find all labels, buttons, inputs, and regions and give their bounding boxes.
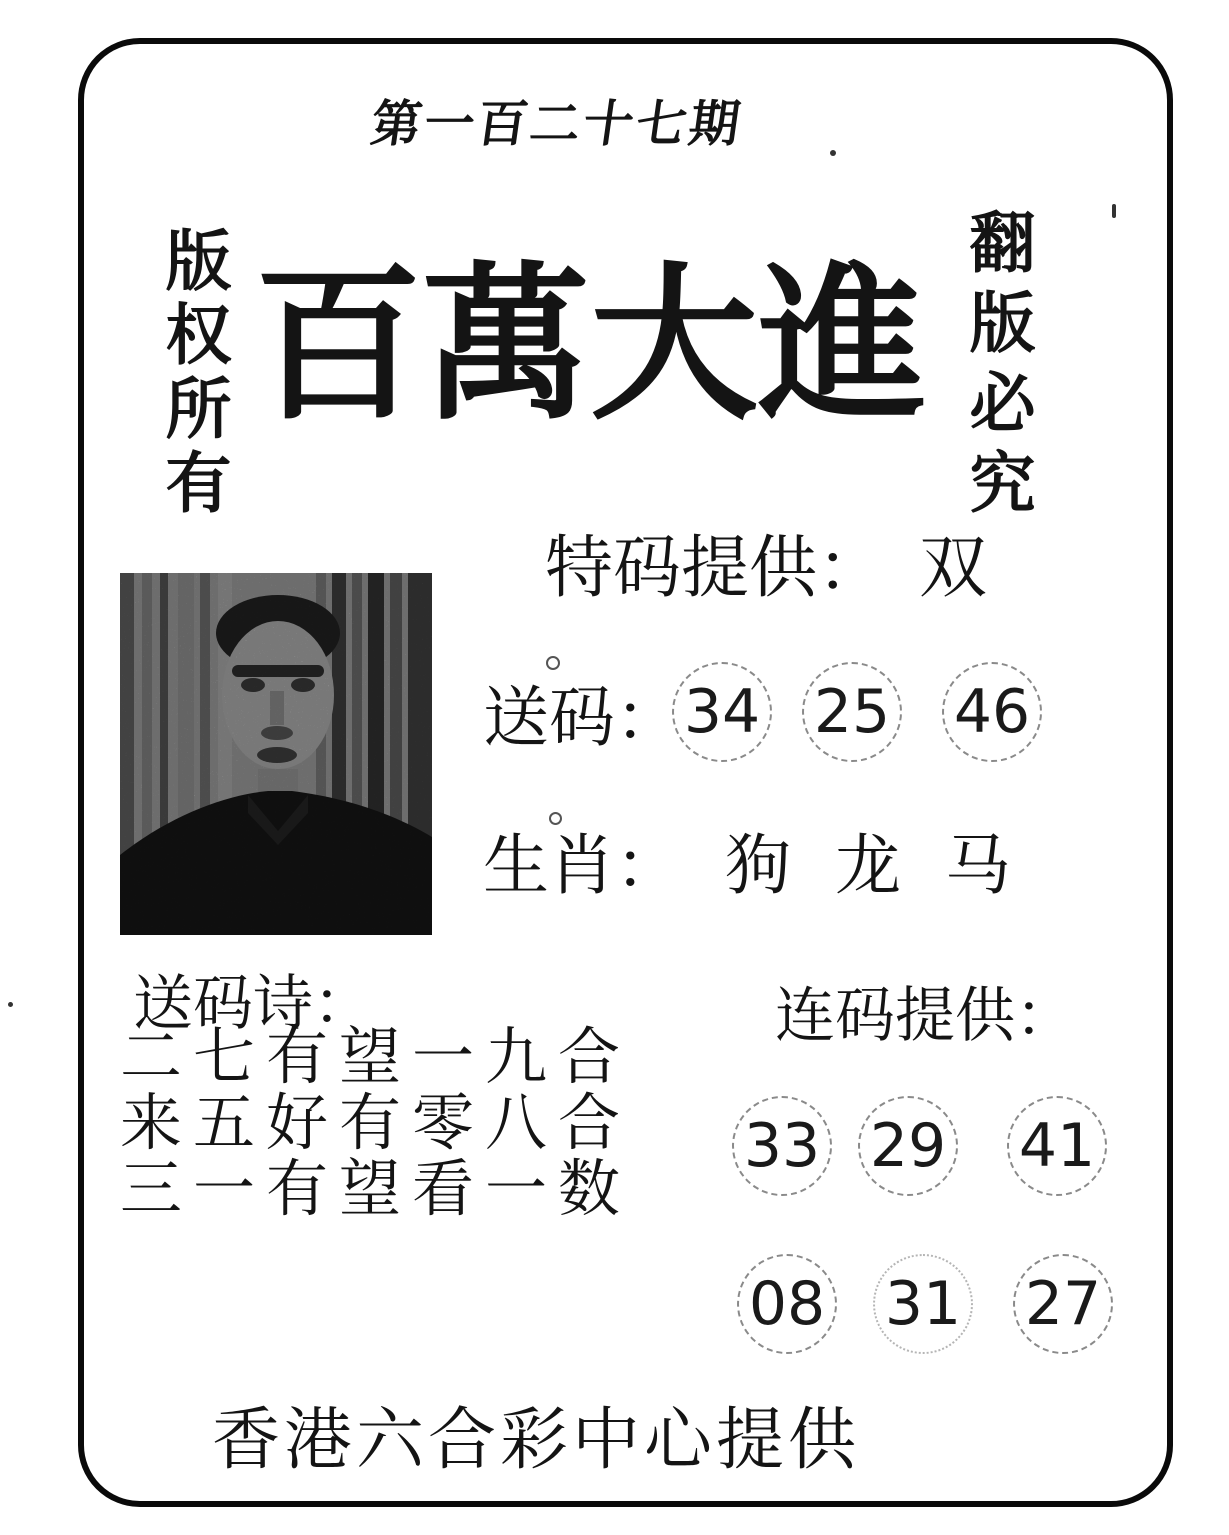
zodiac-line [483, 812, 1011, 907]
linked-code-number: 33 [732, 1096, 832, 1196]
special-code-value: 双 [919, 529, 988, 608]
linked-code-number: 08 [737, 1254, 837, 1354]
linked-code-number: 29 [858, 1096, 958, 1196]
zodiac-value: 狗 [725, 827, 791, 904]
poem-block [120, 1020, 632, 1225]
copyright-vertical-text: 版权所有 [154, 226, 232, 522]
poem-line: 二七有望一九合 [120, 1020, 632, 1093]
linked-code-number: 31 [873, 1254, 973, 1354]
special-code-label: 特码提供： [545, 529, 886, 608]
special-code-line [545, 514, 987, 611]
send-code-label: 送码： [483, 679, 681, 756]
poem-line: 来五好有零八合 [120, 1086, 632, 1159]
zodiac-value: 龙 [835, 827, 901, 904]
main-title: 百萬大進 [254, 245, 926, 443]
linked-code-number: 27 [1013, 1254, 1113, 1354]
send-code-number: 25 [802, 662, 902, 762]
portrait-photo-graphic [120, 573, 432, 935]
scan-speck [546, 656, 560, 670]
zodiac-value: 马 [945, 827, 1011, 904]
poem-label: 送码诗： [133, 969, 373, 1039]
provider-footer: 香港六合彩中心提供 [212, 1401, 861, 1480]
scan-speck [1112, 204, 1116, 218]
issue-title: 第一百二十七期 [367, 94, 747, 153]
scan-speck [549, 812, 562, 825]
zodiac-label: 生肖： [483, 827, 681, 904]
send-code-number: 46 [942, 662, 1042, 762]
portrait-photo [120, 573, 432, 935]
scan-speck [830, 150, 836, 156]
piracy-warning-vertical-text: 翻版必究 [958, 208, 1036, 528]
poem-line: 三一有望看一数 [120, 1152, 632, 1225]
scan-speck [8, 1002, 13, 1007]
linked-code-label: 连码提供： [775, 981, 1075, 1051]
linked-code-number: 41 [1007, 1096, 1107, 1196]
send-code-number: 34 [672, 662, 772, 762]
